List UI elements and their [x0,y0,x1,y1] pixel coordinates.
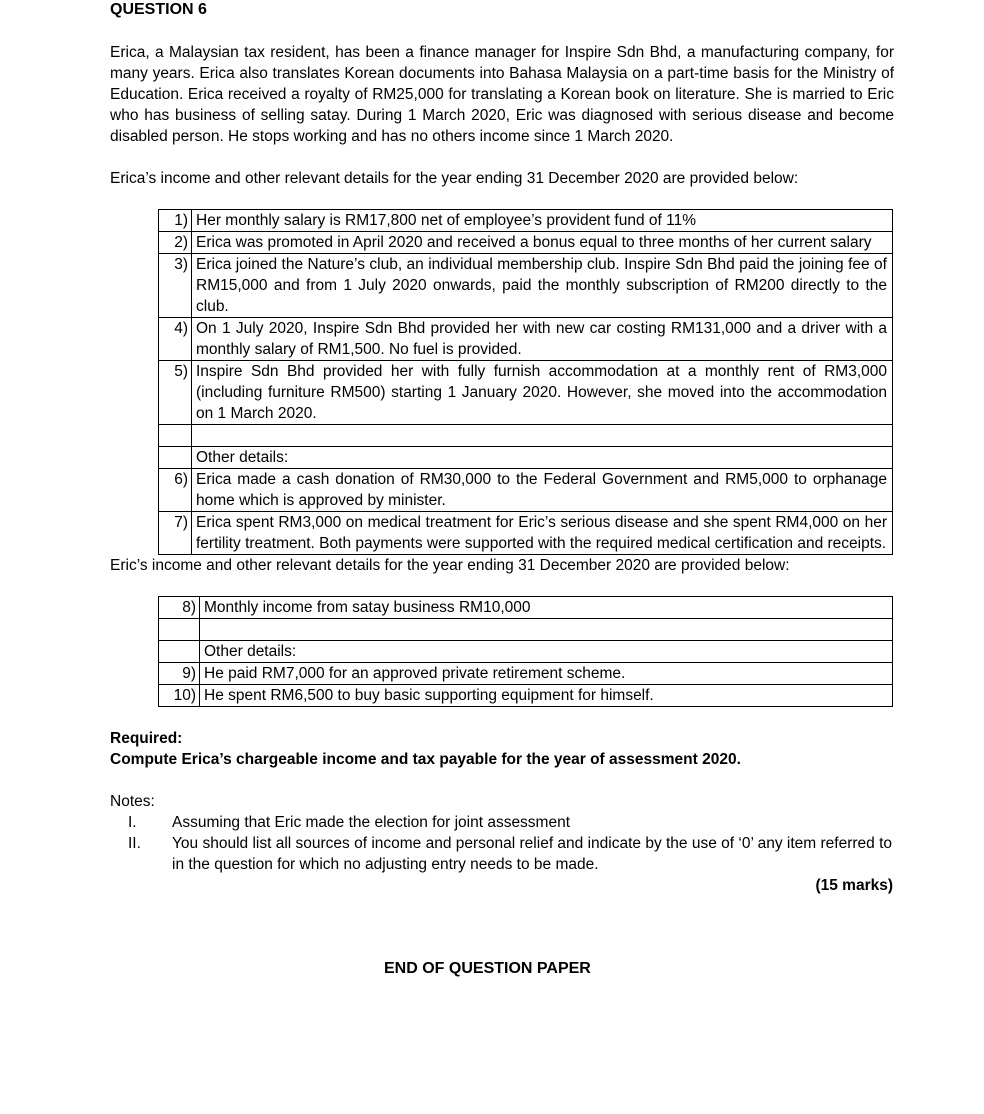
table-row [159,597,893,619]
item-text: He spent RM6,500 to buy basic supporting equipment for himself. [200,685,893,707]
note-number: I. [128,814,137,831]
marks: (15 marks) [815,877,893,894]
item-text: Erica spent RM3,000 on medical treatment for Eric’s serious disease and she spent RM4,000 on her fertility treatment. Both payments were supported with the required medical certification and receipts. [192,512,893,555]
required-label: Required: [110,730,183,747]
item-number: 1) [159,210,192,232]
table-row [159,232,893,254]
item-text: Monthly income from satay business RM10,000 [200,597,893,619]
item-number: 8) [159,597,200,619]
table-row [159,210,893,232]
item-number: 3) [159,254,192,318]
item-text: On 1 July 2020, Inspire Sdn Bhd provided her with new car costing RM131,000 and a driver with a monthly salary of RM1,500. No fuel is provided. [192,318,893,361]
item-number: 2) [159,232,192,254]
item-number: 7) [159,512,192,555]
table-row [159,318,893,361]
item-text: Erica was promoted in April 2020 and received a bonus equal to three months of her current salary [192,232,893,254]
erica-details-table [158,209,893,555]
table-row [159,469,893,512]
table-row-empty [159,619,893,641]
empty-cell [159,447,192,469]
empty-cell [159,619,200,641]
other-details-label: Other details: [192,447,893,469]
table-row [159,663,893,685]
note-text: Assuming that Eric made the election for joint assessment [172,814,571,831]
eric-details-table [158,596,893,707]
table-row [159,447,893,469]
table-row [159,361,893,425]
table-row [159,254,893,318]
eric-details-heading: Eric’s income and other relevant details for the year ending 31 December 2020 are provided below: [110,557,790,574]
intro-paragraph: Erica, a Malaysian tax resident, has been a finance manager for Inspire Sdn Bhd, a manufacturing company, for many years. Erica also translates Korean documents into Bahasa Malaysia on a part-time basis for the Ministry of Education. Erica received a royalty of RM25,000 for translating a Korean book on literature. She is married to Eric who has business of selling satay. During 1 March 2020, Eric was diagnosed with serious disease and become disabled person. He stops working and has no others income since 1 March 2020. [110,44,894,145]
empty-cell [159,641,200,663]
item-number: 4) [159,318,192,361]
other-details-label: Other details: [200,641,893,663]
erica-details-heading: Erica’s income and other relevant details for the year ending 31 December 2020 are provided below: [110,170,799,187]
empty-cell [159,425,192,447]
table-row [159,641,893,663]
required-text: Compute Erica’s chargeable income and tax payable for the year of assessment 2020. [110,751,741,768]
empty-cell [200,619,893,641]
empty-cell [192,425,893,447]
item-text: Erica made a cash donation of RM30,000 to the Federal Government and RM5,000 to orphanage home which is approved by minister. [192,469,893,512]
table-row [159,512,893,555]
note-text: You should list all sources of income and personal relief and indicate by the use of ‘0’ any item referred to in the question for which no adjusting entry needs to be made. [172,835,893,873]
item-text: Erica joined the Nature’s club, an individual membership club. Inspire Sdn Bhd paid the joining fee of RM15,000 and from 1 July 2020 onwards, paid the monthly subscription of RM200 directly to the club. [192,254,893,318]
table-row [159,685,893,707]
item-number: 10) [159,685,200,707]
notes-label: Notes: [110,793,155,810]
table-row-empty [159,425,893,447]
item-text: He paid RM7,000 for an approved private retirement scheme. [200,663,893,685]
item-text: Inspire Sdn Bhd provided her with fully furnish accommodation at a monthly rent of RM3,000 (including furniture RM500) starting 1 January 2020. However, she moved into the accommodation on 1 March 2020. [192,361,893,425]
item-number: 6) [159,469,192,512]
item-number: 5) [159,361,192,425]
item-number: 9) [159,663,200,685]
end-of-paper: END OF QUESTION PAPER [384,960,591,977]
question-title: QUESTION 6 [110,1,207,18]
item-text: Her monthly salary is RM17,800 net of employee’s provident fund of 11% [192,210,893,232]
note-number: II. [128,835,141,852]
